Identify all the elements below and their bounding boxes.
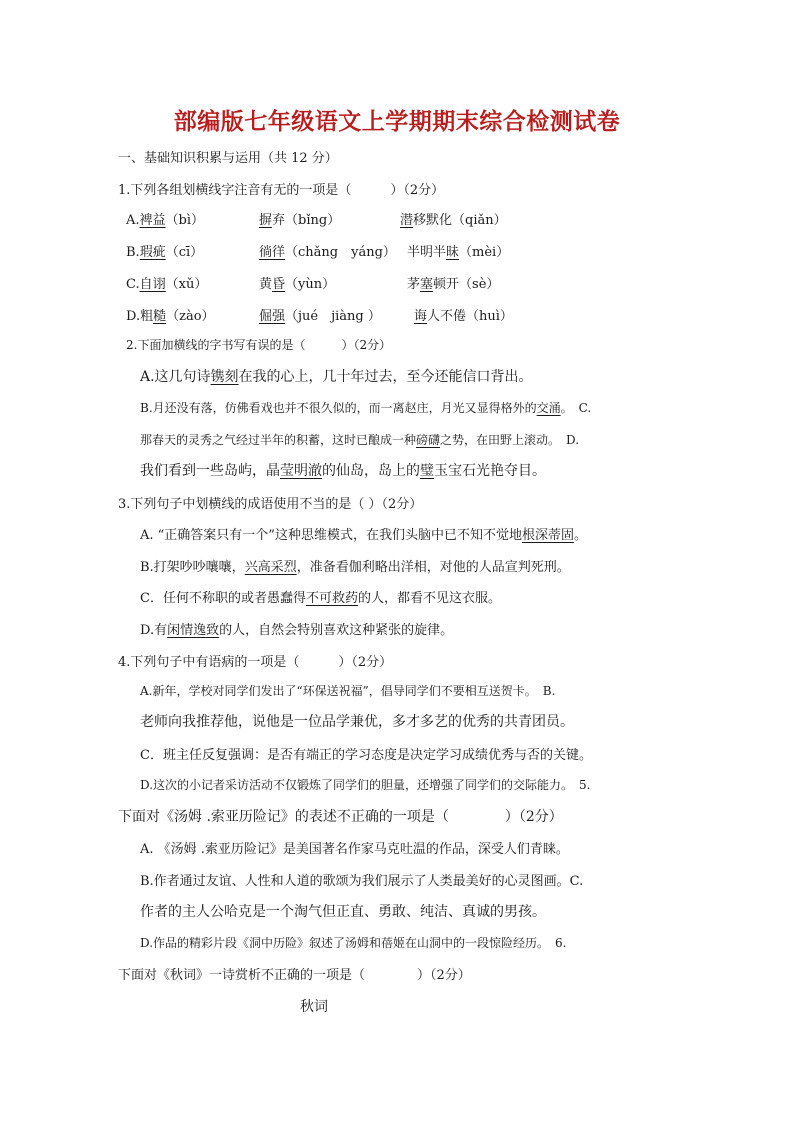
poem-title: 秋词: [300, 999, 328, 1015]
q1-row2-a: B.瑕疵（cī）: [126, 245, 204, 260]
q1-row3-a: C.自诩（xǔ）: [126, 277, 208, 292]
q3-stem: 3.下列句子中划横线的成语使用不当的是（ ）（2分）: [118, 497, 423, 512]
q4-stem: 4.下列句子中有语病的一项是（ ）（2分）: [118, 655, 393, 670]
q2-option-c: 那春天的灵秀之气经过半年的积蓄，这时已酿成一种磅礴之势，在田野上滚动。 D.: [140, 433, 580, 447]
q4-option-b: 老师向我推荐他，说他是一位品学兼优，多才多艺的优秀的共青团员。: [140, 714, 574, 730]
q5-stem: 下面对《汤姆 .索亚历险记》的表述不正确的一项是（ ）（2分）: [118, 809, 563, 825]
q2-option-a: A.这几句诗镌刻在我的心上，几十年过去，至今还能信口背出。: [140, 369, 533, 385]
q4-option-a: A.新年，学校对同学们发出了“环保送祝福”，倡导同学们不要相互送贺卡。 B.: [140, 684, 556, 698]
q1-stem: 1.下列各组划横线字注音有无的一项是（ ）（2分）: [118, 183, 445, 198]
q5-option-b: B.作者通过友谊、人性和人道的歌颂为我们展示了人类最美好的心灵图画。C.: [140, 874, 584, 889]
q1-row4-b: 倔强（jué jiàng ）: [259, 309, 381, 324]
q1-row3-c: 茅塞顿开（sè）: [407, 277, 500, 292]
exam-title: 部编版七年级语文上学期期末综合检测试卷: [173, 109, 621, 135]
q5-option-d: D.作品的精彩片段《洞中历险》叙述了汤姆和蓓姬在山洞中的一段惊险经历。 6.: [140, 936, 567, 950]
q3-option-a: A. “正确答案只有一个”这种思维模式，在我们头脑中已不知不觉地根深蒂固。: [140, 528, 587, 543]
q5-option-c: 作者的主人公哈克是一个淘气但正直、勇敢、纯洁、真诚的男孩。: [140, 904, 546, 920]
q1-row4-c: 诲人不倦（huì）: [414, 309, 513, 324]
q4-option-c: C．班主任反复强调：是否有端正的学习态度是决定学习成绩优秀与否的关键。: [140, 748, 592, 763]
q2-stem: 2.下面加横线的字书写有误的是（ ）（2分）: [126, 338, 392, 352]
q5-option-a: A. 《汤姆 .索亚历险记》是美国著名作家马克吐温的作品，深受人们青睐。: [140, 842, 569, 857]
q3-option-b: B.打架吵吵嚷嚷，兴高采烈，准备看伽利略出洋相，对他的人品宣判死刑。: [140, 560, 570, 575]
q1-row4-a: D.粗糙（zào）: [126, 309, 215, 324]
q2-option-d: 我们看到一些岛屿，晶莹明澈的仙岛，岛上的璧玉宝石光艳夺目。: [140, 463, 546, 479]
q4-option-d: D.这次的小记者采访活动不仅锻炼了同学们的胆量，还增强了同学们的交际能力。 5.: [140, 778, 591, 792]
q3-option-d: D.有闲情逸致的人，自然会特别喜欢这种紧张的旋律。: [140, 623, 454, 638]
q1-row1-a: A.裨益（bì）: [126, 213, 205, 228]
q1-row2-b: 徜徉（chǎng yáng）: [259, 245, 396, 260]
section-heading: 一、基础知识积累与运用（共 12 分）: [118, 151, 338, 166]
q1-row1-c: 潜移默化（qiǎn）: [400, 213, 507, 228]
q1-row3-b: 黄昏（yùn）: [259, 277, 336, 292]
q6-stem: 下面对《秋词》一诗赏析不正确的一项是（ ）（2分）: [118, 968, 471, 983]
q2-option-b: B.月还没有落，仿佛看戏也并不很久似的，而一离赵庄，月光又显得格外的交涌。 C.: [140, 401, 592, 415]
q1-row2-c: 半明半昧（mèi）: [407, 245, 510, 260]
q1-row1-b: 摒弃（bǐng）: [259, 213, 341, 228]
q3-option-c: C．任何不称职的或者愚蠢得不可救药的人，都看不见这衣服。: [140, 591, 501, 606]
